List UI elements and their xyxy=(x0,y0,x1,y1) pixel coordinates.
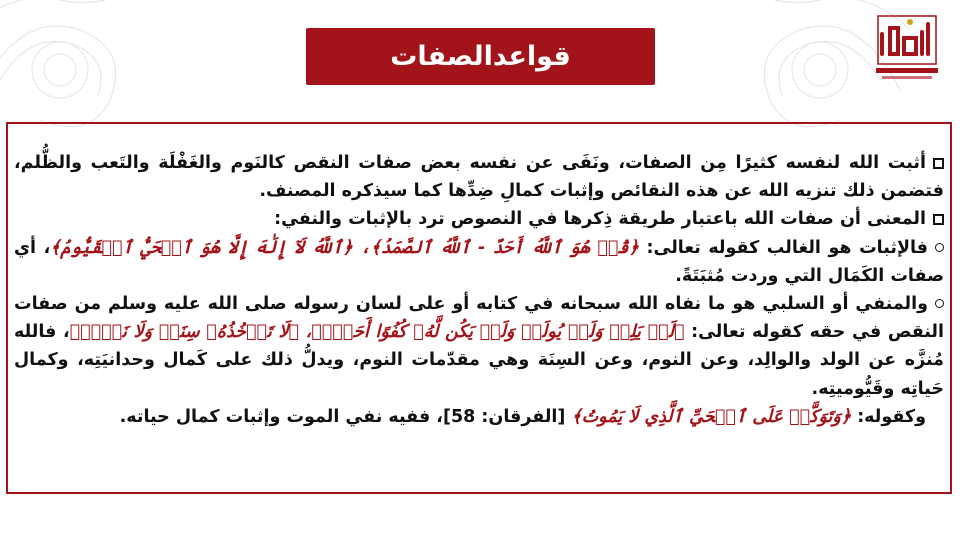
rules-text xyxy=(14,149,944,431)
page-title: قواعدالصفات xyxy=(390,41,571,72)
circle-bullet-icon xyxy=(935,299,944,308)
square-bullet-icon xyxy=(933,214,944,225)
quran-verse: ﴿وَتَوَكَّلۡ عَلَى ٱلۡحَيِّ ٱلَّذِي لَا يَمُوتُ﴾ xyxy=(571,406,852,427)
paragraph-meaning: المعنى أن صفات الله باعتبار طريقة ذِكرها في النصوص ترد بالإثبات والنفي: xyxy=(14,205,944,233)
paragraph-example: وكقوله: ﴿وَتَوَكَّلۡ عَلَى ٱلۡحَيِّ ٱلَّذِي لَا يَمُوتُ﴾ [الفرقان: 58]، ففيه نفي الموت وإثبات كمال حياته. xyxy=(119,406,926,427)
circle-bullet-icon xyxy=(935,243,944,252)
square-bullet-icon xyxy=(933,158,944,169)
ihkam-logo xyxy=(868,14,946,86)
page-title-banner xyxy=(306,28,655,85)
quran-verse: ﴿قُلۡ هُوَ ٱللَّهُ أَحَدٌ ‐ ٱللَّهُ ٱلصَّمَدُ﴾، ﴿ٱللَّهُ لَآ إِلَٰهَ إِلَّا هُوَ ٱلۡحَيُّ ٱلۡقَيُّومُ﴾ xyxy=(50,237,639,258)
paragraph-affirmation-negation: أثبت الله لنفسه كثيرًا مِن الصفات، ونَفَى عن نفسه بعض صفات النقص كالنَوم والغَفْلَة والتَعب والظُّلم، فتضمن ذلك تنزيه الله عن هذه النقائص وإثبات كمالِ ضِدِّها كما سيذكره المصنف. xyxy=(14,153,944,202)
paragraph-affirmation: فالإثبات هو الغالب كقوله تعالى: ﴿قُلۡ هُوَ ٱللَّهُ أَحَدٌ ‐ ٱللَّهُ ٱلصَّمَدُ﴾، ﴿ٱللَّهُ لَآ إِلَٰهَ إِلَّا هُوَ ٱلۡحَيُّ ٱلۡقَيُّومُ﴾، أي صفات الكَمَال التي وردت مُثبَتَةً. xyxy=(14,237,944,286)
paragraph-negation: والمنفي أو السلبي هو ما نفاه الله سبحانه في كتابه أو على لسان رسوله صلى الله عليه وسلم من صفات النقص في حقه كقوله تعالى: ﴿لَمۡ يَلِدۡ وَلَمۡ يُولَدۡ وَلَمۡ يَكُن لَّهُۥ كُفُوًا أَحَدُۢ﴾، ﴿لَا تَأۡخُذُهُۥ سِنَةٞ وَلَا نَوۡمٞ﴾، فالله مُنزَّه عن الولد والوالِد، وعن النوم، وعن السِنَة وهي مقدّمات النوم، ويدلُّ ذلك على كَمال وحدانيَتِه، وكمال حَياتِه وقَيُّوميتِه. xyxy=(14,294,945,399)
arabesque-decoration-icon xyxy=(0,0,180,140)
quran-verse: ﴿لَمۡ يَلِدۡ وَلَمۡ يُولَدۡ وَلَمۡ يَكُن لَّهُۥ كُفُوًا أَحَدُۢ﴾، ﴿لَا تَأۡخُذُهُۥ سِنَةٞ وَلَا نَوۡمٞ﴾ xyxy=(69,322,685,343)
